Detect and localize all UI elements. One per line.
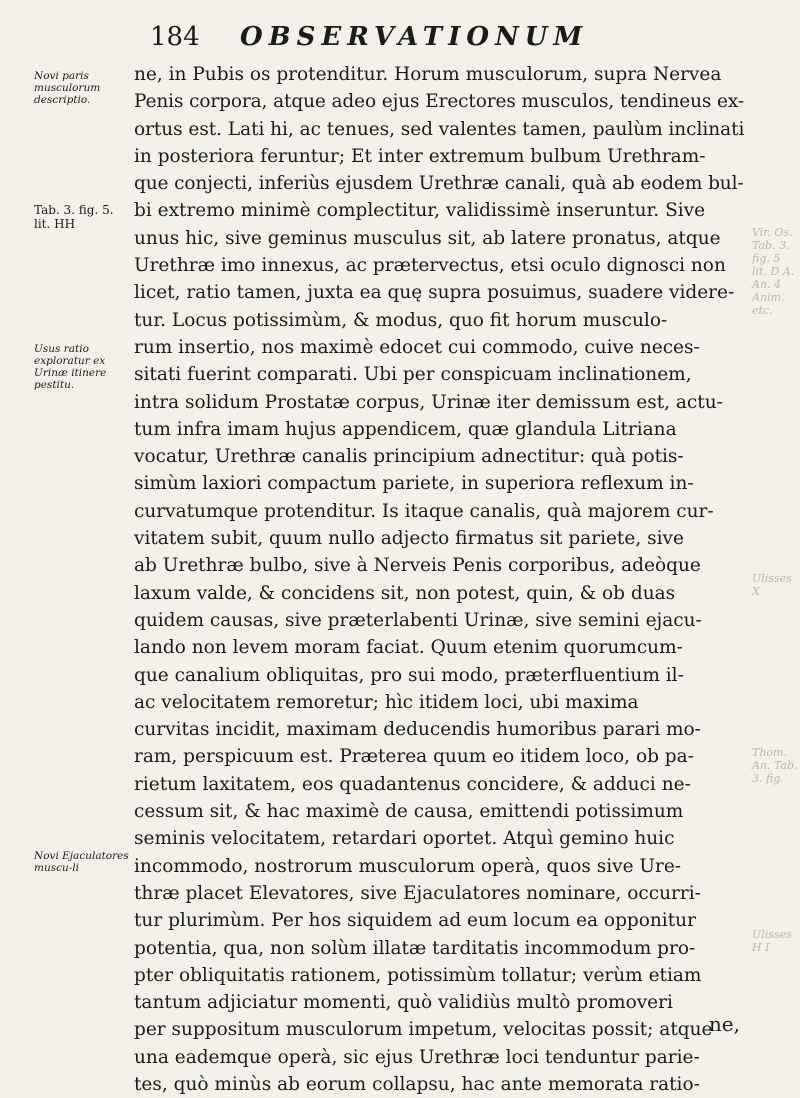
- text-line: ram, perspicuum est. Præterea quum eo itidem loco, ob pa-: [134, 746, 694, 768]
- text-line: curvatumque protenditur. Is itaque canalis, quà majorem cur-: [134, 500, 714, 522]
- text-line: simùm laxiori compactum pariete, in superiora reflexum in-: [134, 473, 694, 495]
- text-line: laxum valde, & concidens sit, non potest, quin, & ob duas: [134, 582, 676, 604]
- margin-note-table-reference: Tab. 3. fig. 5. lit. HH: [34, 203, 114, 231]
- catchword: ne,: [708, 1012, 740, 1036]
- text-line: tes, quò minùs ab eorum collapsu, hac ante memorata ratio-: [134, 1073, 700, 1095]
- body-text: [134, 61, 744, 1098]
- text-line: rum insertio, nos maximè edocet cui commodo, cuive neces-: [134, 336, 700, 358]
- bleed-through-note: Vir. Os. Tab. 3. fig. 5 lit. D A. An. 4 Anim. etc.: [752, 226, 795, 317]
- text-line: sitati fuerint comparati. Ubi per conspicuam inclinationem,: [134, 364, 692, 386]
- text-line: vocatur, Urethræ canalis principium adnectitur: quà potis-: [134, 446, 684, 468]
- text-line: ne, in Pubis os protenditur. Horum musculorum, supra Nervea: [134, 64, 722, 85]
- text-line: tum infra imam hujus appendicem, quæ glandula Litriana: [134, 418, 677, 440]
- running-title: OBSERVATIONUM: [240, 22, 589, 52]
- text-line: tantum adjiciatur momenti, quò validiùs multò promoveri: [134, 992, 673, 1014]
- margin-note-usus: Usus ratio exploratur ex Urinæ itinere pestitu.: [34, 343, 107, 391]
- page-header: [150, 22, 750, 54]
- text-line: thræ placet Elevatores, sive Ejaculatores nominare, occurri-: [134, 882, 701, 904]
- text-line: bi extremo minimè complectitur, validissimè inseruntur. Sive: [134, 200, 706, 222]
- text-line: ac velocitatem remoretur; hìc itidem loci, ubi maxima: [134, 691, 639, 713]
- margin-note-ejaculatores: Novi Ejaculatores muscu-li: [34, 850, 129, 874]
- text-line: potentia, qua, non solùm illatæ tarditatis incommodum pro-: [134, 937, 696, 959]
- text-line: ortus est. Lati hi, ac tenues, sed valentes tamen, paulùm inclinati: [134, 118, 744, 140]
- bleed-through-note: Ulisses H I: [752, 928, 792, 954]
- text-line: que conjecti, inferiùs ejusdem Urethræ canali, quà ab eodem bul-: [134, 173, 744, 195]
- text-line: quidem causas, sive præterlabenti Urinæ, sive semini ejacu-: [134, 609, 702, 631]
- text-line: una eademque operà, sic ejus Urethræ loci tenduntur parie-: [134, 1046, 700, 1068]
- text-line: per suppositum musculorum impetum, velocitas possit; atque: [134, 1019, 713, 1041]
- bleed-through-note: Thom. An. Tab. 3. fig.: [752, 746, 798, 785]
- text-line: lando non levem moram faciat. Quum etenim quorumcum-: [134, 637, 683, 659]
- text-line: seminis velocitatem, retardari oportet. Atquì gemino huic: [134, 828, 675, 850]
- text-line: licet, ratio tamen, juxta ea quę supra posuimus, suadere videre-: [134, 282, 735, 304]
- text-line: tur plurimùm. Per hos siquidem ad eum locum ea opponitur: [134, 910, 696, 932]
- text-line: pter obliquitatis rationem, potissimùm tollatur; verùm etiam: [134, 964, 702, 986]
- text-line: curvitas incidit, maximam deducendis humoribus parari mo-: [134, 719, 701, 741]
- bleed-through-note: Ulisses X: [752, 572, 792, 598]
- page-number: 184: [150, 22, 200, 52]
- margin-note-description: Novi paris musculorum descriptio.: [34, 70, 101, 106]
- text-line: ab Urethræ bulbo, sive à Nerveis Penis corporibus, adeòque: [134, 555, 701, 577]
- text-line: tur. Locus potissimùm, & modus, quo fit horum musculo-: [134, 309, 668, 331]
- text-line: cessum sit, & hac maximè de causa, emittendi potissimum: [134, 801, 684, 823]
- text-line: incommodo, nostrorum musculorum operà, quos sive Ure-: [134, 855, 682, 877]
- text-line: vitatem subit, quum nullo adjecto firmatus sit pariete, sive: [134, 528, 684, 550]
- text-line: Urethræ imo innexus, ac prætervectus, etsi oculo dignosci non: [134, 255, 726, 277]
- text-line: rietum laxitatem, eos quadantenus concidere, & adduci ne-: [134, 773, 691, 795]
- text-line: que canalium obliquitas, pro sui modo, præterfluentium il-: [134, 664, 684, 686]
- text-line: in posteriora feruntur; Et inter extremum bulbum Urethram-: [134, 145, 706, 167]
- text-line: Penis corpora, atque adeo ejus Erectores musculos, tendineus ex-: [134, 91, 744, 113]
- text-line: unus hic, sive geminus musculus sit, ab latere pronatus, atque: [134, 227, 721, 249]
- text-line: intra solidum Prostatæ corpus, Urinæ iter demissum est, actu-: [134, 391, 723, 413]
